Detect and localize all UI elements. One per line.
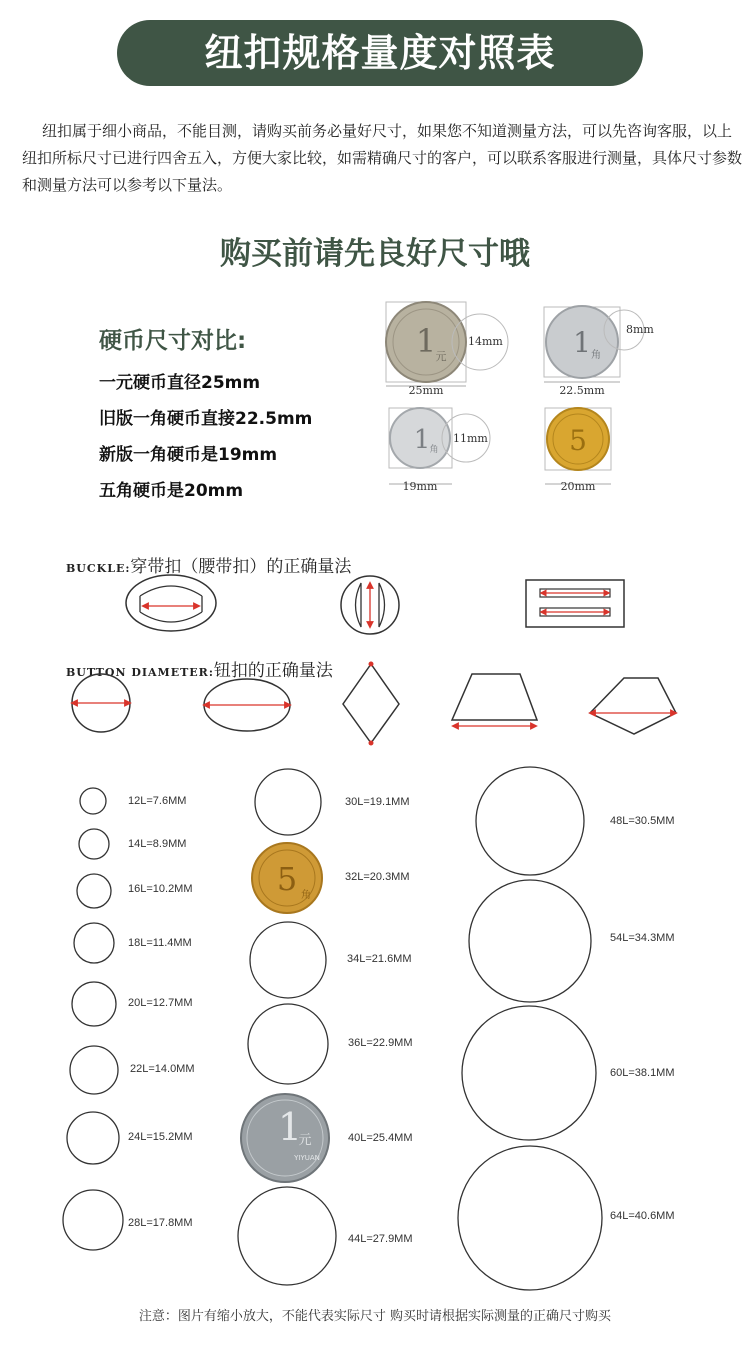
coin-old-1jiao-numeral: 1 (573, 326, 591, 359)
diameter-diamond-dot-bottom (369, 741, 374, 746)
size-label-20l: 20L=12.7MM (128, 997, 193, 1009)
intro-paragraph: 纽扣属于细小商品，不能目测，请购买前务必量好尺寸，如果您不知道测量方法，可以先咨询客服，以上纽扣所标尺寸已进行四舍五入，方便大家比较，如需精确尺寸的客户，可以联系客服进行测量，具体尺寸参数和测量方法可以参考以下量法。 (22, 122, 743, 194)
size-label-12l: 12L=7.6MM (128, 795, 187, 807)
size-circle-60l (462, 1006, 596, 1140)
size-coin-1yuan-numeral: 1 (277, 1105, 303, 1149)
size-circle-54l (469, 880, 591, 1002)
coin-old-1jiao-inner-label: 8mm (626, 323, 654, 336)
diameter-diamond (343, 664, 399, 743)
size-coin-1yuan-unit: 元 (298, 1133, 312, 1148)
size-circle-16l (77, 874, 111, 908)
size-circles-col2 (238, 769, 336, 1285)
buckle-diagrams (126, 575, 624, 634)
size-label-34l: 34L=21.6MM (347, 953, 412, 965)
diameter-heading-eng: BUTTON DIAMETER: (66, 666, 214, 679)
size-coin-5jiao-unit: 角 (301, 890, 311, 901)
size-circle-48l (476, 767, 584, 875)
size-label-32l: 32L=20.3MM (345, 871, 410, 883)
size-circle-28l (63, 1190, 123, 1250)
diameter-pentagon (590, 678, 676, 734)
size-label-60l: 60L=38.1MM (610, 1067, 675, 1079)
coin-5jiao (545, 408, 611, 493)
coin-line-old-1jiao: 旧版一角硬币直接22.5mm (99, 409, 313, 429)
buckle-heading-cn: 穿带扣（腰带扣）的正确量法 (130, 557, 352, 577)
size-label-18l: 18L=11.4MM (128, 937, 192, 949)
diameter-heading-cn: 钮扣的正确量法 (213, 661, 333, 681)
size-circle-14l (79, 829, 109, 859)
size-circle-24l (67, 1112, 119, 1164)
diameter-diagrams (72, 662, 676, 746)
coin-1yuan-inner-label: 14mm (468, 335, 503, 348)
coin-new-1jiao-width-label: 19mm (402, 480, 438, 493)
size-label-40l: 40L=25.4MM (348, 1132, 413, 1144)
coin-new-1jiao-unit: 角 (429, 445, 439, 455)
coin-5jiao-numeral: 5 (569, 424, 587, 457)
size-circles-col1 (63, 788, 123, 1250)
buckle-heading-eng: BUCKLE: (66, 562, 131, 575)
size-label-48l: 48L=30.5MM (610, 815, 675, 827)
coin-5jiao-width-label: 20mm (560, 480, 596, 493)
size-label-22l: 22L=14.0MM (130, 1063, 195, 1075)
size-label-30l: 30L=19.1MM (345, 796, 410, 808)
coin-line-5jiao: 五角硬币是20mm (99, 481, 244, 501)
size-circle-36l (248, 1004, 328, 1084)
diameter-trapezoid (452, 674, 537, 720)
buckle-oval-slots (140, 586, 202, 622)
coin-new-1jiao-inner-label: 11mm (453, 432, 488, 445)
size-label-24l: 24L=15.2MM (128, 1131, 193, 1143)
coin-compare-title: 硬币尺寸对比: (99, 328, 247, 354)
size-label-14l: 14L=8.9MM (128, 838, 187, 850)
size-circle-20l (72, 982, 116, 1026)
size-coin-1yuan-sub: YIYUAN (294, 1154, 320, 1162)
footer-note: 注意：图片有缩小放大，不能代表实际尺寸 购买时请根据实际测量的正确尺寸购买 (138, 1309, 612, 1324)
coin-1yuan (386, 302, 508, 397)
size-circle-64l (458, 1146, 602, 1290)
coin-new-1jiao-numeral: 1 (413, 425, 431, 455)
buckle-rect-outer (526, 580, 624, 627)
size-circle-22l (70, 1046, 118, 1094)
size-label-36l: 36L=22.9MM (348, 1037, 413, 1049)
coin-1yuan-numeral: 1 (415, 322, 437, 360)
size-label-44l: 44L=27.9MM (348, 1233, 413, 1245)
size-circle-30l (255, 769, 321, 835)
size-label-64l: 64L=40.6MM (610, 1210, 675, 1222)
size-coin-5jiao-numeral: 5 (276, 860, 298, 898)
size-circle-12l (80, 788, 106, 814)
size-circle-44l (238, 1187, 336, 1285)
coin-old-1jiao-unit: 角 (591, 350, 601, 361)
page-title: 纽扣规格量度对照表 (204, 31, 556, 75)
coin-old-1jiao-width-label: 22.5mm (559, 384, 605, 397)
size-circle-18l (74, 923, 114, 963)
coin-1yuan-width-label: 25mm (408, 384, 444, 397)
size-circles-col3 (458, 767, 602, 1290)
size-label-16l: 16L=10.2MM (128, 883, 193, 895)
size-label-54l: 54L=34.3MM (610, 932, 675, 944)
coin-line-new-1jiao: 新版一角硬币是19mm (99, 445, 278, 465)
subtitle: 购买前请先良好尺寸哦 (220, 236, 530, 272)
coin-new-1jiao (389, 408, 490, 493)
diameter-diamond-dot-top (369, 662, 374, 667)
coin-old-1jiao (544, 306, 654, 397)
size-label-28l: 28L=17.8MM (128, 1217, 193, 1229)
size-circle-34l (250, 922, 326, 998)
coin-1yuan-unit: 元 (435, 350, 447, 363)
coin-line-1yuan: 一元硬币直径25mm (99, 373, 261, 393)
